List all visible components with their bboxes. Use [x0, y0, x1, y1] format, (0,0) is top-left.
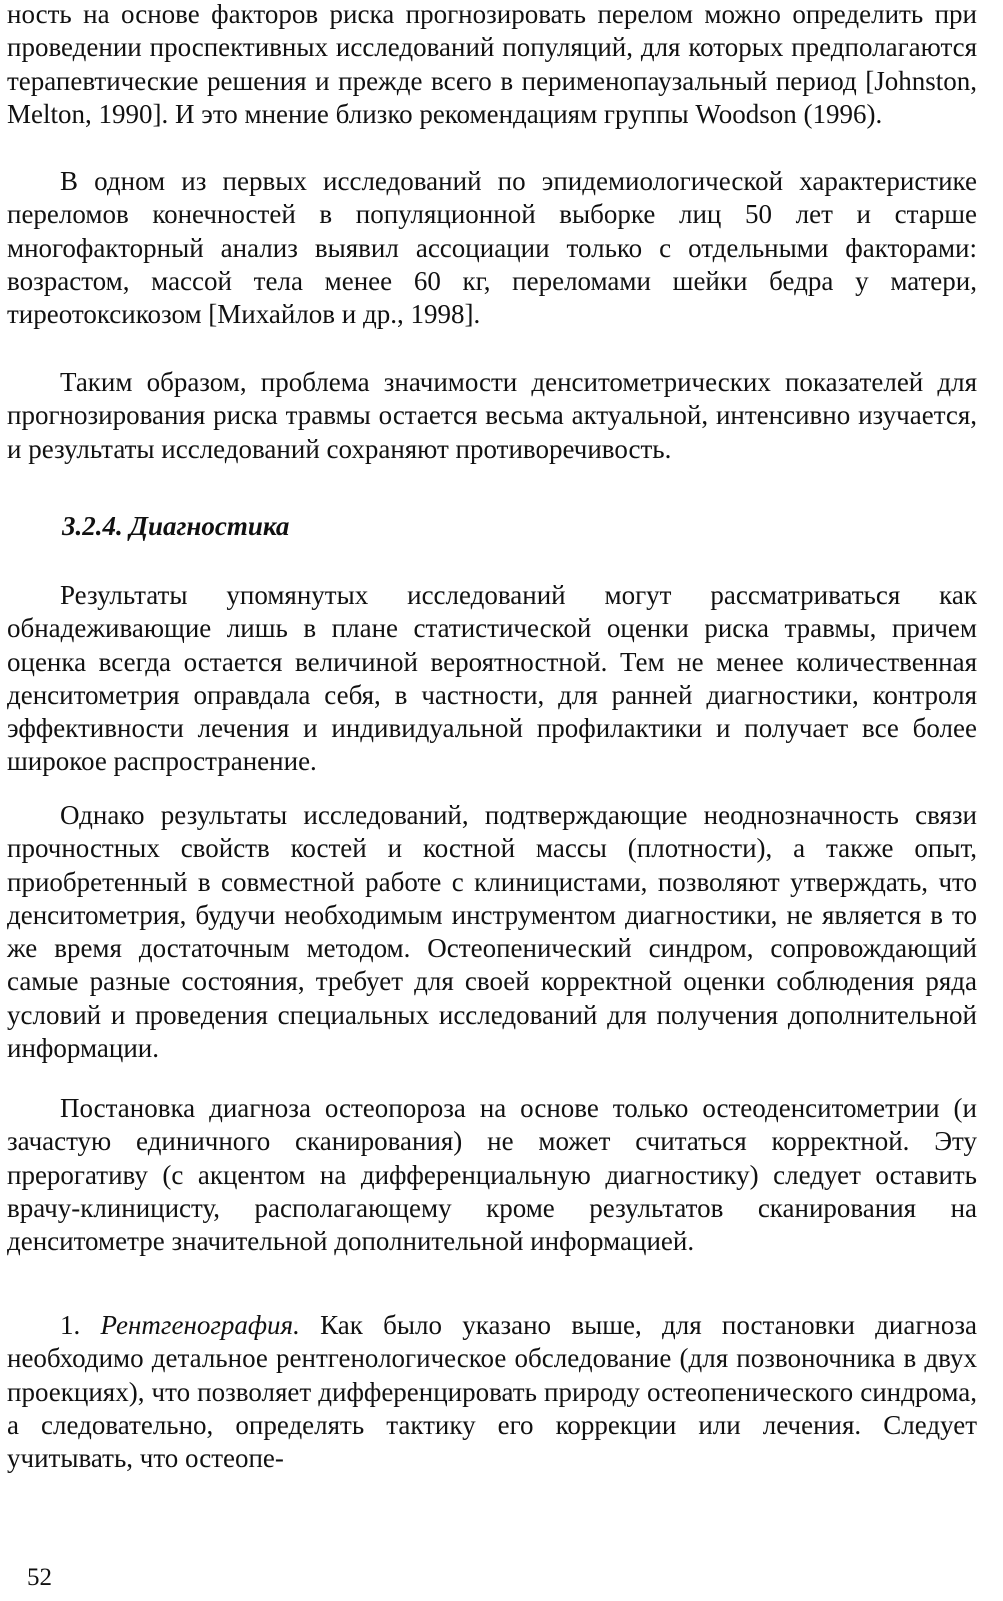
paragraph-densitometry-limits: Однако результаты исследований, подтверждающие неоднозначность связи прочностных свойств костей и костной массы (плотности), а также опыт, приобретенный в совместной работе с клиницистами, позволяют утверждать, что денситометрия, будучи необходимым инструментом диагностики, не является в то же время достаточным методом. Остеопенический синдром, сопровождающий самые разные состояния, требует для своей корректной оценки соблюдения ряда условий и проведения специальных исследований для получения дополнительной информации. — [7, 800, 977, 1064]
paragraph-epidemiology: В одном из первых исследований по эпидемиологической характеристике переломов конечностей в популяционной выборке лиц 50 лет и старше многофакторный анализ выявил ассоциации только с отдельными факторами: возрастом, массой тела менее 60 кг, переломами шейки бедра у матери, тиреотоксикозом [Михайлов и др., 1998]. — [7, 166, 977, 330]
paragraph-conclusion: Таким образом, проблема значимости денситометрических показателей для прогнозирования риска травмы остается весьма актуальной, интенсивно изучается, и результаты исследований сохраняют противоречивость. — [7, 367, 977, 464]
list-item-term: Рентгенография. — [100, 1310, 300, 1340]
paragraph-continuation: ность на основе факторов риска прогнозировать перелом можно определить при проведении проспективных исследований популяций, для которых предполагаются терапевтические решения и прежде всего в перименопаузальный период [Johnston, Melton, 1990]. И это мнение близко рекомендациям группы Woodson (1996). — [7, 0, 977, 129]
page-number: 52 — [27, 1564, 52, 1591]
list-item-number: 1. — [60, 1310, 81, 1340]
book-page — [7, 0, 977, 1601]
list-item-radiography — [7, 1309, 977, 1475]
list-item-text: Как было указано выше, для постановки диагноза необходимо детальное рентгенологическое обследование (для позвоночника в двух проекциях), что позволяет дифференцировать природу остеопенического синдрома, а следовательно, определять тактику его коррекции или лечения. Следует учитывать, что остеопе- — [7, 1310, 978, 1474]
paragraph-diagnosis: Постановка диагноза остеопороза на основе только остеоденситометрии (и зачастую единичного сканирования) не может считаться корректной. Эту прерогативу (с акцентом на дифференциальную диагностику) следует оставить врачу-клиницисту, располагающему кроме результатов сканирования на денситометре значительной дополнительной информацией. — [7, 1093, 977, 1257]
section-heading: 3.2.4. Диагностика — [62, 511, 290, 541]
paragraph-diagnostics-intro: Результаты упомянутых исследований могут рассматриваться как обнадеживающие лишь в плане статистической оценки риска травмы, причем оценка всегда остается величиной вероятностной. Тем не менее количественная денситометрия оправдала себя, в частности, для ранней диагностики, контроля эффективности лечения и индивидуальной профилактики и получает все более широкое распространение. — [7, 580, 977, 777]
